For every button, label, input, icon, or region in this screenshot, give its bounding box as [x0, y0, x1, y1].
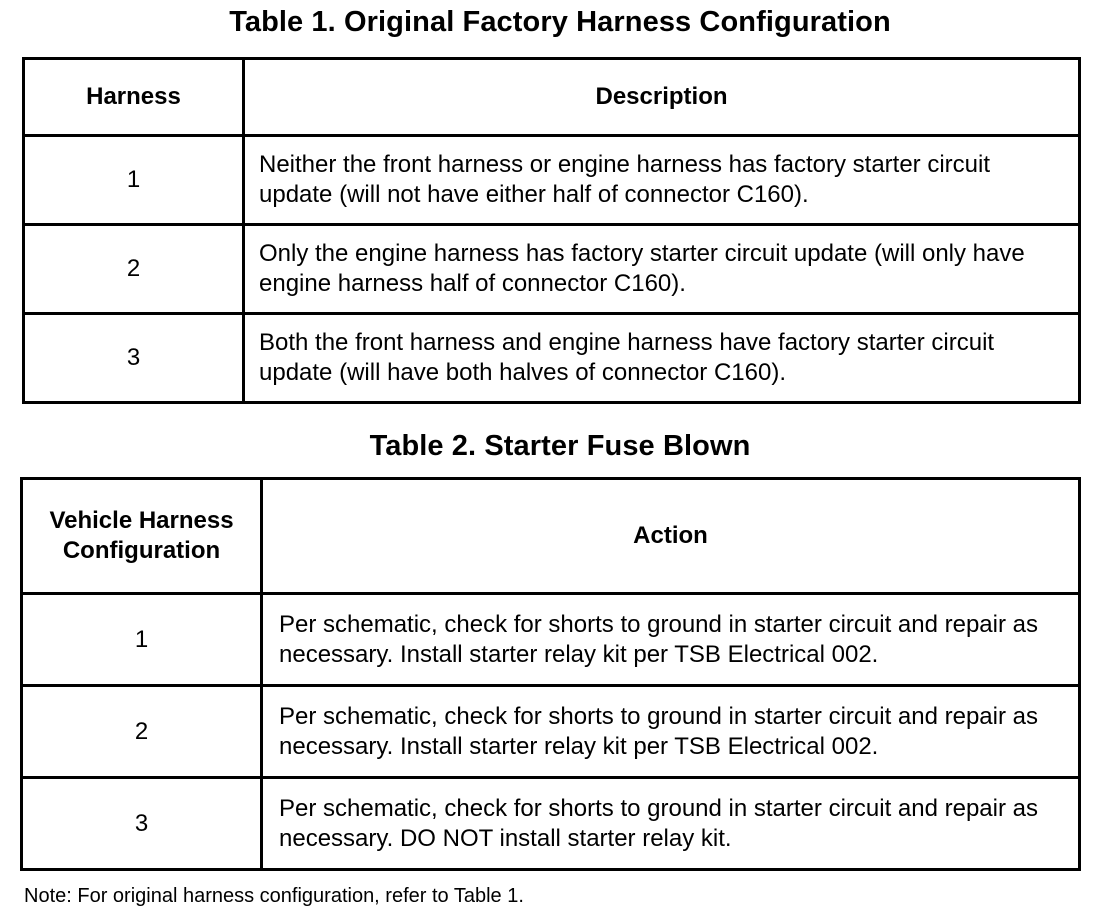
harness-number-cell: 2	[24, 225, 244, 314]
column-header-harness: Harness	[24, 59, 244, 136]
column-header-action: Action	[262, 479, 1080, 594]
action-cell: Per schematic, check for shorts to ground in starter circuit and repair as necessary. Install starter relay kit per TSB Electrical 002.	[262, 686, 1080, 778]
table2-title: Table 2. Starter Fuse Blown	[369, 430, 751, 462]
footnote: Note: For original harness configuration, refer to Table 1.	[24, 885, 524, 907]
table-row	[24, 136, 1080, 225]
configuration-number-cell: 2	[22, 686, 262, 778]
configuration-number-cell: 1	[22, 594, 262, 686]
table-row	[22, 594, 1080, 686]
description-cell: Both the front harness and engine harness have factory starter circuit update (will have both halves of connector C160).	[244, 314, 1080, 403]
table-row	[22, 778, 1080, 870]
column-header-description: Description	[244, 59, 1080, 136]
configuration-number-cell: 3	[22, 778, 262, 870]
table-row	[22, 686, 1080, 778]
table-row	[24, 225, 1080, 314]
table1-title: Table 1. Original Factory Harness Configuration	[229, 6, 891, 38]
action-cell: Per schematic, check for shorts to ground in starter circuit and repair as necessary. DO NOT install starter relay kit.	[262, 778, 1080, 870]
description-cell: Only the engine harness has factory starter circuit update (will only have engine harness half of connector C160).	[244, 225, 1080, 314]
description-cell: Neither the front harness or engine harness has factory starter circuit update (will not have either half of connector C160).	[244, 136, 1080, 225]
column-header-configuration: Vehicle Harness Configuration	[22, 479, 262, 594]
harness-number-cell: 3	[24, 314, 244, 403]
harness-number-cell: 1	[24, 136, 244, 225]
harness-configuration-table	[22, 57, 1081, 404]
starter-fuse-blown-table	[20, 477, 1081, 871]
table-header-row	[24, 59, 1080, 136]
table-row	[24, 314, 1080, 403]
table-header-row	[22, 479, 1080, 594]
action-cell: Per schematic, check for shorts to ground in starter circuit and repair as necessary. Install starter relay kit per TSB Electrical 002.	[262, 594, 1080, 686]
